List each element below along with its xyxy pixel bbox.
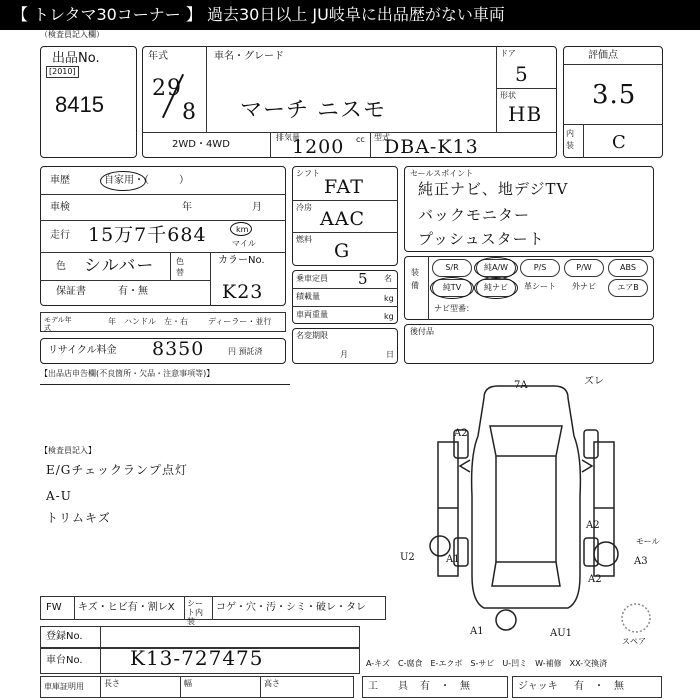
mark-rear-right: AU1 [550,628,573,639]
name-grade-value: マーチ ニスモ [240,98,386,123]
sales-points-line2: バックモニター [418,206,531,224]
sales-points-label: セールスポイント [410,169,474,178]
inspector-label: 【検査員記入】 [40,446,96,455]
equip-airbag: エアB [608,279,648,297]
drive-label: 2WD・4WD [172,139,230,150]
equip-aw: 純A/W [476,259,516,277]
inspection-label: 車検 [50,202,70,213]
shift-value: FAT [324,176,364,198]
car-windshield [490,426,562,456]
mark-front: 7A [514,380,528,391]
inspection-year: 年 [182,202,192,213]
history-value: 自家用・（ ） [104,175,189,186]
capacity-value: 5 [358,270,369,288]
color-label: 色 [56,261,66,272]
displacement-label: 排気量 [276,133,300,142]
wheel-front-right [584,430,598,458]
fuel-value: G [334,240,351,262]
history-label: 車歴 [50,175,70,186]
mark-right-note: モール [636,537,660,546]
equip-navi: 純ナビ [476,279,516,297]
model-year-year: 年 [108,317,116,326]
model-value: DBA-K13 [384,136,479,158]
cert-height: 高さ [264,679,280,688]
ac-label: 冷房 [296,203,312,212]
color-value: シルバー [84,256,155,276]
equip-abs: ABS [608,259,648,277]
legend-code: A-キズ C-腐食 E-エクボ S-サビ U-凹ミ W-補修 XX-交換済 [366,659,608,668]
name-change-day: 日 [386,350,394,359]
equip-sr: S/R [432,259,472,277]
name-change-month: 月 [340,350,348,359]
name-grade-label: 車名・グレード [214,51,284,62]
registration-row [40,626,360,648]
inspector-line2: A-U [46,489,72,503]
model-year-handle: ハンドル 左・右 [124,317,188,326]
equip-ext-navi: 外ナビ [564,279,604,297]
damage-mark-rear-left [496,610,516,630]
mileage-label: 走行 [50,230,70,241]
equip-leather: 革シート [520,279,560,297]
defect-seat: シート内装 [187,599,203,626]
subtitle: （検査員記入欄） [40,30,104,39]
navi-type-label: ナビ型番： [434,304,474,313]
color-no-label: カラーNo. [218,255,265,266]
mileage-value: 15万7千684 [88,224,207,246]
equip-ps: P/S [520,259,560,277]
mark-rear-left: A1 [470,626,484,637]
declaration-label: 【出品店申告欄(不良箇所・欠品・注意事項等)】 [40,369,215,378]
mark-front-side: ズレ [584,376,604,387]
color-no-value: K23 [222,281,264,303]
shape-value: HB [508,102,543,126]
inspector-line3: トリムキズ [46,511,111,525]
doors-value: 5 [515,62,529,86]
mark-right-mid: A2 [586,520,600,531]
header-banner-text: 【 トレタマ30コーナー 】 過去30日以上 JU岐阜に出品歴がない車両 [12,5,505,24]
interior-label: 内装 [566,129,574,150]
mileage-unit-km: km [236,225,249,234]
jack-label: ジャッキ [518,681,558,692]
defect-damage: コゲ・穴・汚・シミ・破レ・タレ [216,602,366,613]
doors-label: ドア [500,49,516,58]
year-label: 年式 [148,51,168,62]
post-install-label: 後付品 [410,327,434,336]
interior-value: C [612,132,627,153]
mark-right-rear: A2 [588,574,602,585]
mark-right-rear2: A3 [634,556,648,567]
car-damage-diagram [398,376,678,646]
sales-points-line1: 純正ナビ、地デジTV [418,180,569,198]
spare-label: スペア [622,637,646,646]
warranty-label: 保証書 [56,286,86,297]
score-value: 3.5 [592,80,637,110]
damage-mark-left-rear [430,536,450,556]
displacement-unit: cc [356,135,365,144]
recycle-value: 8350 [152,338,205,360]
ac-value: AAC [320,208,365,230]
lot-number: 8415 [55,92,104,117]
displacement-value: 1200 [292,136,345,158]
model-year-label: モデル年式 [44,316,72,332]
wheel-rear-right [584,538,598,566]
tools-label: 工 具 [368,681,408,692]
jack-value: 有 ・ 無 [574,681,624,692]
capacity-label: 乗車定員 [296,274,328,283]
certificate-row [40,676,354,698]
chassis-value: K13-727475 [130,646,264,670]
lot-stamp-text: 2010 [52,67,73,76]
year-month: 8 [182,100,197,125]
inspection-month: 月 [252,202,262,213]
capacity-unit: 名 [384,274,392,283]
cert-width: 幅 [184,679,192,688]
post-install-box [404,324,654,364]
defect-legend: キズ・ヒビ有・割レX [78,602,175,613]
recycle-label: リサイクル料金 [48,345,117,356]
equipment-label: 装備 [411,268,419,290]
weight-label: 車両重量 [296,310,328,319]
tools-value: 有 ・ 無 [420,681,470,692]
lot-label: 出品No. [52,51,100,66]
fuel-label: 燃料 [296,235,312,244]
shift-label: シフト [296,169,320,178]
model-year-dealer: ディーラー・並行 [208,317,272,326]
equip-tv: 純TV [432,279,472,297]
header-banner [0,0,700,30]
name-change-label: 名変期限 [296,331,328,340]
registration-label: 登録No. [46,631,83,642]
car-body-outline [472,386,581,608]
mark-left-rear: U2 [400,552,415,563]
mileage-unit-mile: マイル [232,239,256,248]
car-rear-window [492,562,560,586]
mark-left-rear-a: A1 [446,554,460,565]
load-unit: kg [384,294,394,303]
year-value: 29 [152,76,182,101]
spare-tire [622,604,650,632]
recycle-unit: 円 預託済 [228,347,263,356]
score-label: 評価点 [588,50,618,61]
inspector-line1: E/Gチェックランプ点灯 [46,463,189,477]
load-label: 積載量 [296,292,320,301]
defect-fw: FW [46,602,62,613]
model-label: 型式 [374,133,390,142]
weight-unit: kg [384,312,394,321]
lot-stamp: [2010] [46,66,79,78]
certificate-label: 車庫証明用 [44,682,84,691]
chassis-label: 車台No. [46,655,83,666]
right-side-panel [594,442,614,576]
color-change: 色替 [176,257,184,277]
mark-left-front: A2 [454,428,468,439]
shape-label: 形状 [500,91,516,100]
warranty-options: 有・無 [118,286,148,297]
cert-length: 長さ [104,679,120,688]
sales-points-line3: プッシュスタート [418,230,545,248]
equip-pw: P/W [564,259,604,277]
